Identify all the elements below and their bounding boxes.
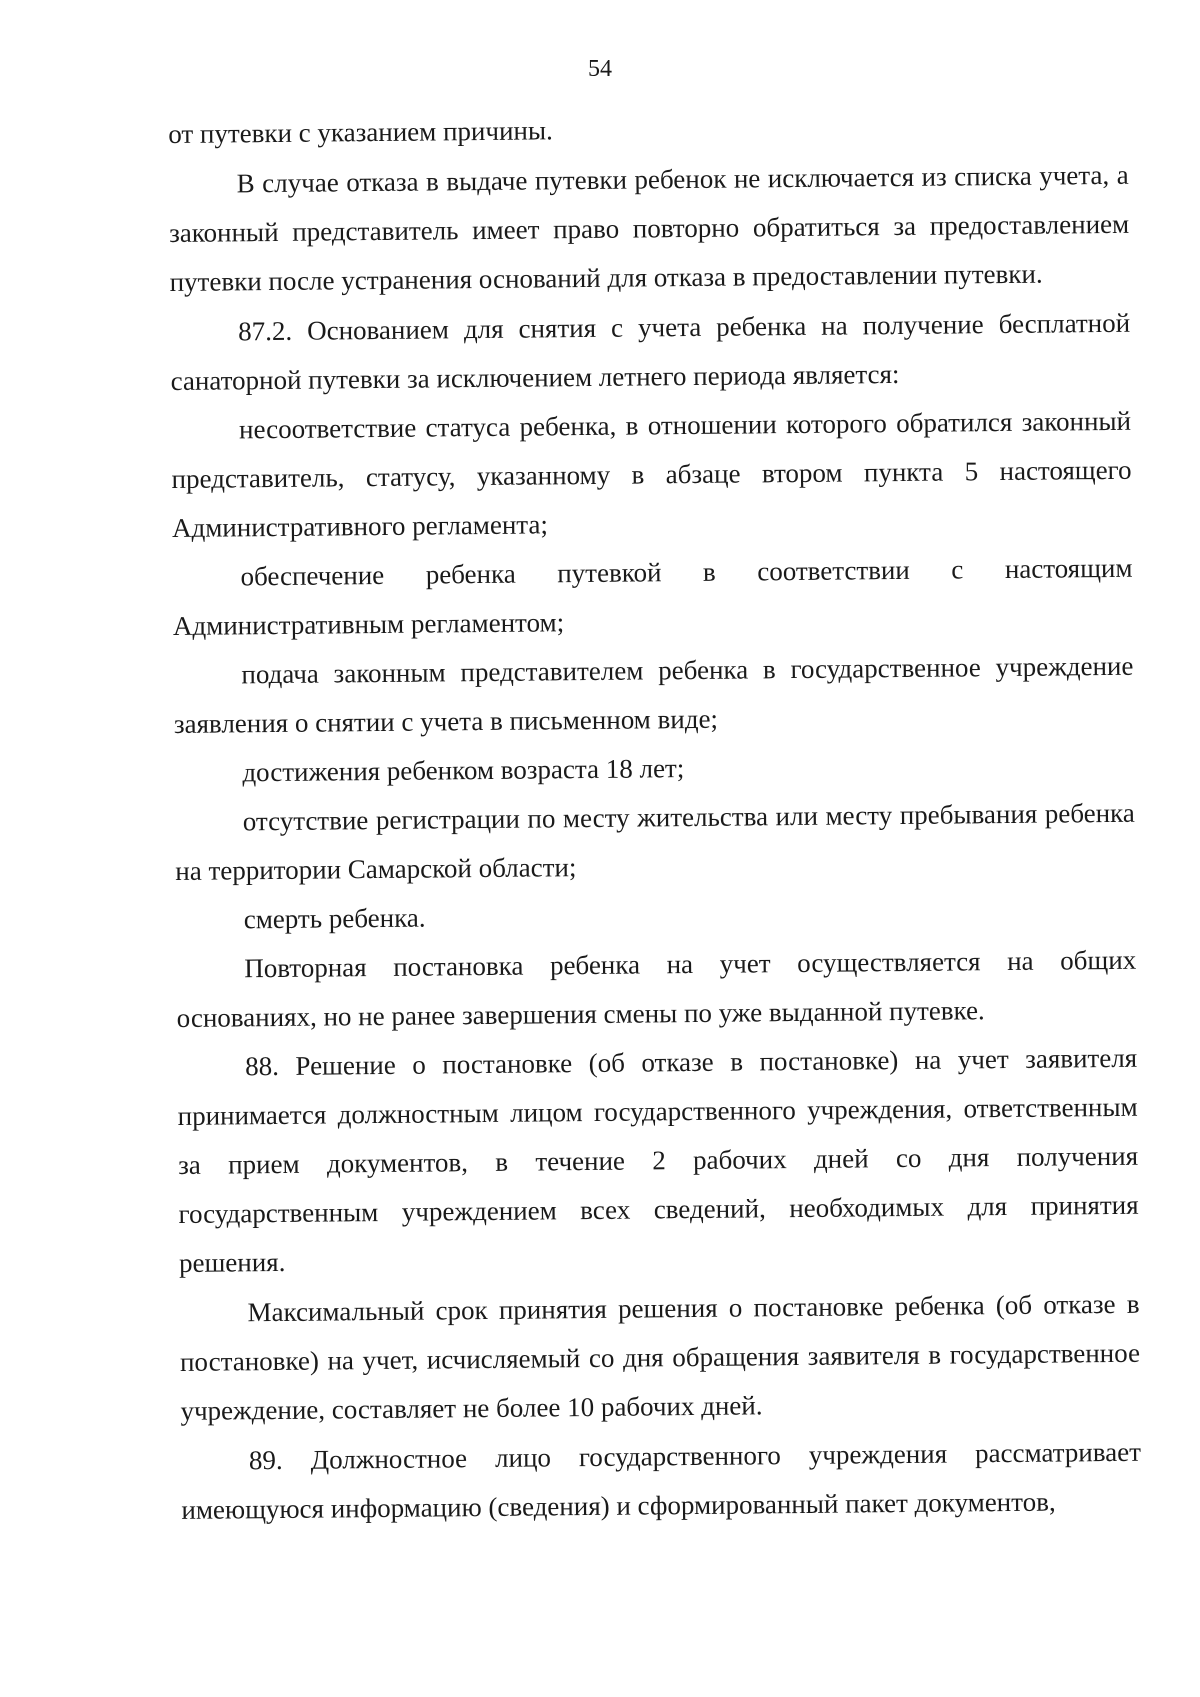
paragraph-death: смерть ребенка. (243, 902, 426, 935)
paragraph-continuation: от путевки с указанием причины. (168, 115, 553, 149)
page-number: 54 (588, 56, 612, 82)
paragraph-87-2: 87.2. Основанием для снятия с учета ребенка на получение бесплатной санаторной путевки за исключением летнего периода является: (170, 307, 1131, 396)
paragraph-max-term: Максимальный срок принятия решения о постановке ребенка (об отказе в постановке) на учет, исчисляемый со дня обращения заявителя в государственное учреждение, составляет не более 10 рабочих дней. (179, 1288, 1141, 1426)
paragraph-voucher-provided: обеспечение ребенка путевкой в соответствии с настоящим Административным регламентом; (172, 552, 1133, 641)
paragraph-refusal-not-excluded: В случае отказа в выдаче путевки ребенок не исключается из списка учета, а законный представитель имеет право повторно обратиться за предоставлением путевки после устранения оснований для отказа в предоставлении путевки. (169, 159, 1130, 297)
document-body (168, 101, 1142, 1535)
paragraph-written-request: подача законным представителем ребенка в государственное учреждение заявления о снятии с учета в письменном виде; (173, 650, 1134, 739)
paragraph-status-mismatch: несоответствие статуса ребенка, в отношении которого обратился законный представитель, статусу, указанному в абзаце втором пункта 5 настоящего Административного регламента; (171, 405, 1132, 543)
paragraph-89: 89. Должностное лицо государственного учреждения рассматривает имеющуюся информацию (сведения) и сформированный пакет документов, (181, 1436, 1142, 1525)
paragraph-no-registration: отсутствие регистрации по месту жительства или месту пребывания ребенка на территории Самарской области; (175, 797, 1135, 886)
paragraph-age-18: достижения ребенком возраста 18 лет; (242, 753, 685, 788)
paragraph-88: 88. Решение о постановке (об отказе в постановке) на учет заявителя принимается должностным лицом государственного учреждения, ответственным за прием документов, в течение 2 рабочих дней со дня получения государственным учреждением всех сведений, необходимых для принятия решения. (177, 1042, 1139, 1278)
paragraph-repeat-registration: Повторная постановка ребенка на учет осуществляется на общих основаниях, но не ранее завершения смены по уже выданной путевке. (176, 944, 1137, 1033)
